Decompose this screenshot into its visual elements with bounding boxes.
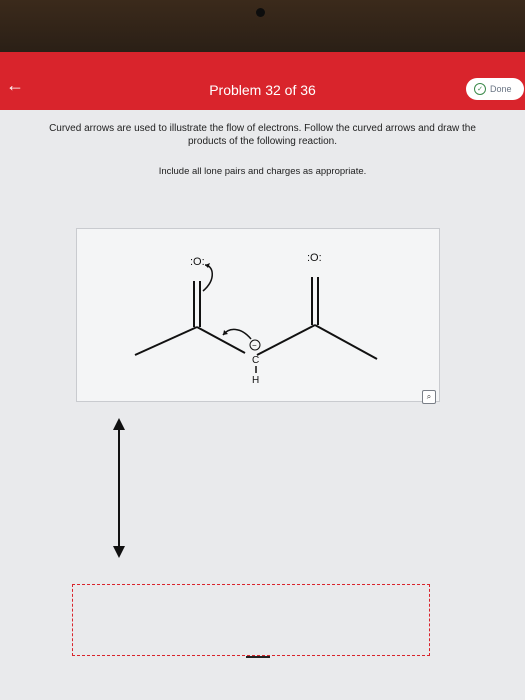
charge-symbol: −: [252, 341, 257, 350]
reaction-arrow: [112, 418, 126, 558]
camera-dot: [256, 8, 265, 17]
instructions: [0, 122, 525, 148]
reaction-panel: [76, 228, 440, 402]
bond-left-right-methyl: [197, 327, 245, 353]
done-label: Done: [490, 84, 512, 94]
check-circle-icon: ✓: [474, 83, 486, 95]
curved-arrow-carbanion: [223, 329, 251, 339]
zoom-icon[interactable]: ⌕: [422, 390, 436, 404]
include-note: Include all lone pairs and charges as appropriate.: [158, 166, 367, 177]
carbon-label: C: [252, 355, 260, 366]
product-drawing-area[interactable]: [72, 584, 430, 656]
instruction-line-1: Curved arrows are used to illustrate the flow of electrons. Follow the curved arrows and draw the: [49, 123, 476, 134]
done-button[interactable]: [466, 78, 524, 100]
back-arrow-icon[interactable]: ←: [6, 75, 24, 95]
problem-header: [0, 52, 525, 110]
oxygen-left-label: :O:: [190, 256, 205, 268]
app-screen: [0, 52, 525, 700]
bond-left-methyl: [135, 327, 197, 355]
page-title: Problem 32 of 36: [209, 82, 316, 98]
reactant-structures: [77, 229, 439, 401]
oxygen-right-label: :O:: [307, 252, 322, 264]
hydrogen-label: H: [252, 375, 260, 386]
instruction-line-2: products of the following reaction.: [188, 136, 337, 147]
text-cursor: [246, 656, 270, 658]
curved-arrow-pi: [203, 265, 212, 291]
device-bezel: [0, 0, 525, 54]
bond-right-methyl: [315, 325, 377, 359]
bond-right-left: [257, 325, 315, 355]
